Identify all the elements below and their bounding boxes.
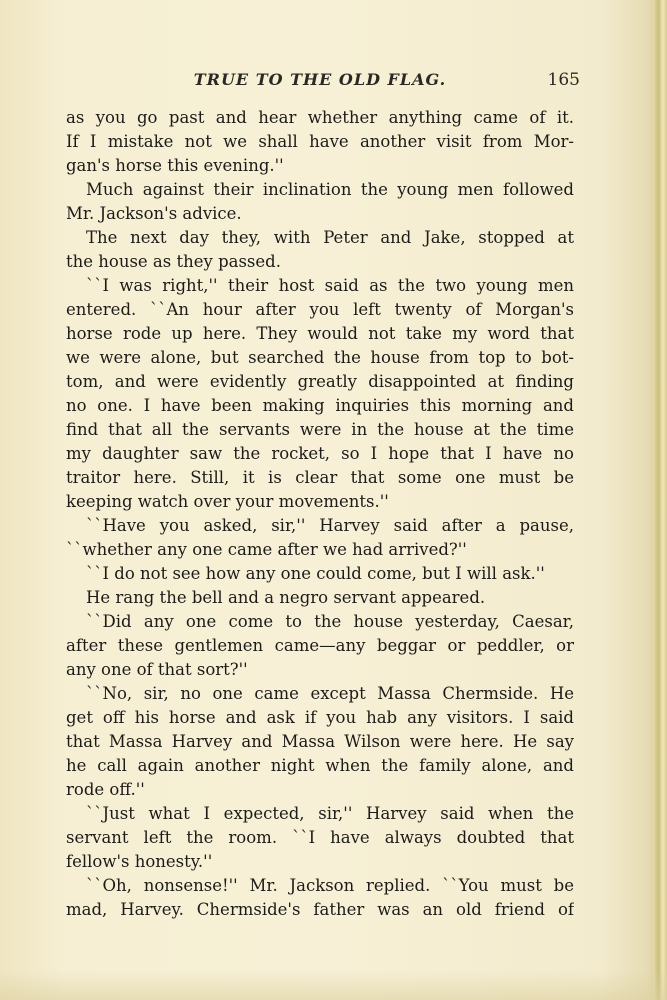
text-line: any one of that sort?'' xyxy=(66,660,248,679)
text-line: ``Did any one come to the house yesterday, Caesar, xyxy=(86,612,574,631)
text-line: the house as they passed. xyxy=(66,252,281,271)
text-line: tom, and were evidently greatly disappointed at finding xyxy=(66,372,574,391)
page-bottom-shadow xyxy=(0,970,667,1000)
text-line: mad, Harvey. Chermside's father was an old friend of xyxy=(66,900,574,919)
text-line: ``Oh, nonsense!'' Mr. Jackson replied. ``You must be xyxy=(86,876,574,895)
text-line: ``No, sir, no one came except Massa Chermside. He xyxy=(86,684,574,703)
text-line: ``Have you asked, sir,'' Harvey said after a pause, xyxy=(86,516,574,535)
text-line: get off his horse and ask if you hab any visitors. I said xyxy=(66,708,574,727)
text-line: fellow's honesty.'' xyxy=(66,852,213,871)
text-line: no one. I have been making inquiries this morning and xyxy=(66,396,574,415)
text-line: rode off.'' xyxy=(66,780,145,799)
body-text xyxy=(66,106,574,922)
text-line: ``whether any one came after we had arrived?'' xyxy=(66,540,467,559)
text-line: If I mistake not we shall have another visit from Mor- xyxy=(66,132,574,151)
text-line: The next day they, with Peter and Jake, stopped at xyxy=(86,228,574,247)
text-line: find that all the servants were in the house at the time xyxy=(66,420,574,439)
text-line: after these gentlemen came—any beggar or peddler, or xyxy=(66,636,574,655)
text-line: ``Just what I expected, sir,'' Harvey said when the xyxy=(86,804,574,823)
text-line: gan's horse this evening.'' xyxy=(66,156,284,175)
text-line: He rang the bell and a negro servant appeared. xyxy=(86,588,486,607)
text-line: as you go past and hear whether anything came of it. xyxy=(66,108,574,127)
text-line: traitor here. Still, it is clear that some one must be xyxy=(66,468,574,487)
text-line: ``I was right,'' their host said as the two young men xyxy=(86,276,574,295)
text-line: Much against their inclination the young men followed xyxy=(86,180,574,199)
text-line: we were alone, but searched the house from top to bot- xyxy=(66,348,574,367)
text-line: entered. ``An hour after you left twenty of Morgan's xyxy=(66,300,574,319)
running-title: TRUE TO THE OLD FLAG. xyxy=(193,70,447,89)
text-line: keeping watch over your movements.'' xyxy=(66,492,389,511)
text-line: my daughter saw the rocket, so I hope that I have no xyxy=(66,444,574,463)
text-line: horse rode up here. They would not take my word that xyxy=(66,324,574,343)
text-line: he call again another night when the family alone, and xyxy=(66,756,574,775)
text-line: that Massa Harvey and Massa Wilson were here. He say xyxy=(66,732,574,751)
page-edge xyxy=(653,0,667,1000)
page-number: 165 xyxy=(547,70,580,90)
text-line: servant left the room. ``I have always doubted that xyxy=(66,828,574,847)
text-line: Mr. Jackson's advice. xyxy=(66,204,242,223)
running-head xyxy=(60,70,580,92)
text-line: ``I do not see how any one could come, but I will ask.'' xyxy=(86,564,545,583)
